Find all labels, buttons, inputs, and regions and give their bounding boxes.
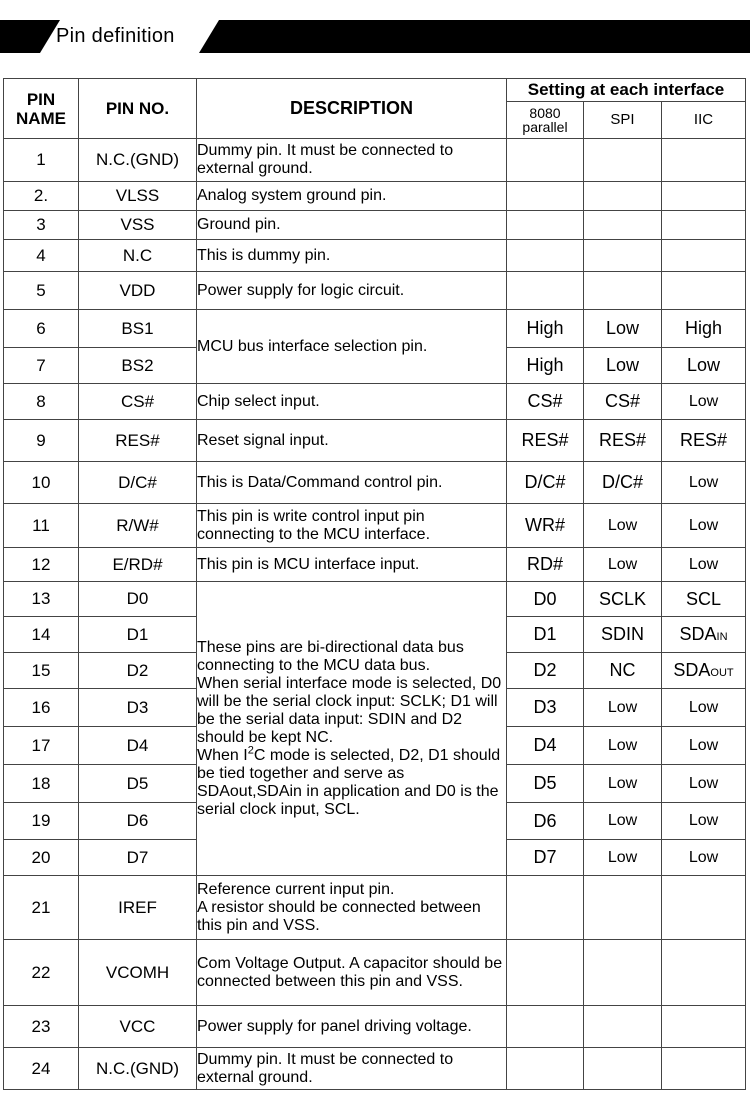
cell-spi: [584, 1006, 662, 1048]
cell-pin-name: 10: [4, 462, 79, 504]
cell-pin-no: IREF: [79, 876, 197, 940]
cell-iic: [662, 940, 746, 1006]
cell-description: Dummy pin. It must be connected to external ground.: [197, 1048, 507, 1090]
cell-pin-no: VCOMH: [79, 940, 197, 1006]
cell-pin-no: VDD: [79, 272, 197, 310]
cell-description: Com Voltage Output. A capacitor should be connected between this pin and VSS.: [197, 940, 507, 1006]
table-row: [4, 548, 746, 582]
cell-description-data-bus: These pins are bi-directional data bus connecting to the MCU data bus. When serial interface mode is selected, D0 will be the serial clock input: SCLK; D1 will be the serial data input: SDIN and D2 should be kept NC. When $I^2C$ mode is selected, D2, D1 should be tied together and serve as SDAout,SDAin in application and D0 is the serial clock input, SCL.: [197, 582, 507, 876]
cell-pin-no: R/W#: [79, 504, 197, 548]
cell-pin-name: 16: [4, 689, 79, 727]
table-row: [4, 1006, 746, 1048]
cell-iic: Low: [662, 504, 746, 548]
cell-8080: D1: [507, 617, 584, 653]
cell-pin-no: CS#: [79, 384, 197, 420]
table-row: [4, 1048, 746, 1090]
header-pin-name: PIN NAME: [4, 79, 79, 139]
cell-description: Power supply for panel driving voltage.: [197, 1006, 507, 1048]
cell-pin-name: 1: [4, 139, 79, 182]
table-row: [4, 240, 746, 272]
cell-spi: Low: [584, 689, 662, 727]
cell-description: Reference current input pin. A resistor should be connected between this pin and VSS.: [197, 876, 507, 940]
cell-iic: [662, 272, 746, 310]
table-row: [4, 310, 746, 348]
cell-iic: RES#: [662, 420, 746, 462]
cell-pin-name: 24: [4, 1048, 79, 1090]
cell-8080: D/C#: [507, 462, 584, 504]
cell-pin-no: N.C.(GND): [79, 139, 197, 182]
table-row: [4, 876, 746, 940]
cell-pin-name: 17: [4, 727, 79, 765]
cell-pin-no: D4: [79, 727, 197, 765]
cell-pin-no: D2: [79, 653, 197, 689]
cell-spi: [584, 211, 662, 240]
cell-spi: [584, 139, 662, 182]
cell-pin-no: D7: [79, 840, 197, 876]
cell-pin-no: D6: [79, 803, 197, 840]
cell-description: Analog system ground pin.: [197, 182, 507, 211]
cell-pin-name: 6: [4, 310, 79, 348]
cell-8080: D0: [507, 582, 584, 617]
cell-description: MCU bus interface selection pin.: [197, 310, 507, 384]
header-description: DESCRIPTION: [197, 79, 507, 139]
cell-spi: [584, 1048, 662, 1090]
cell-pin-no: E/RD#: [79, 548, 197, 582]
cell-spi: [584, 940, 662, 1006]
header-iic: IIC: [662, 102, 746, 139]
table-row: [4, 462, 746, 504]
cell-iic: Low: [662, 840, 746, 876]
cell-pin-name: 20: [4, 840, 79, 876]
cell-pin-no: VLSS: [79, 182, 197, 211]
cell-8080: D3: [507, 689, 584, 727]
cell-iic: [662, 1006, 746, 1048]
cell-pin-name: 9: [4, 420, 79, 462]
cell-pin-no: D0: [79, 582, 197, 617]
cell-8080: CS#: [507, 384, 584, 420]
section-title: Pin definition: [56, 25, 175, 47]
cell-iic: SDAOUT: [662, 653, 746, 689]
header-setting: Setting at each interface: [507, 79, 746, 102]
cell-8080: [507, 211, 584, 240]
cell-spi: NC: [584, 653, 662, 689]
cell-8080: [507, 139, 584, 182]
cell-pin-name: 22: [4, 940, 79, 1006]
cell-spi: [584, 876, 662, 940]
cell-pin-name: 11: [4, 504, 79, 548]
cell-pin-name: 19: [4, 803, 79, 840]
cell-spi: Low: [584, 803, 662, 840]
cell-spi: SDIN: [584, 617, 662, 653]
cell-pin-name: 15: [4, 653, 79, 689]
cell-8080: [507, 240, 584, 272]
cell-8080: [507, 1048, 584, 1090]
cell-8080: RES#: [507, 420, 584, 462]
cell-spi: [584, 240, 662, 272]
cell-pin-no: D/C#: [79, 462, 197, 504]
cell-8080: High: [507, 348, 584, 384]
cell-pin-name: 2.: [4, 182, 79, 211]
cell-iic: Low: [662, 765, 746, 803]
cell-spi: Low: [584, 310, 662, 348]
cell-description: Dummy pin. It must be connected to external ground.: [197, 139, 507, 182]
cell-iic: Low: [662, 384, 746, 420]
cell-description: This pin is write control input pin connecting to the MCU interface.: [197, 504, 507, 548]
cell-pin-name: 5: [4, 272, 79, 310]
cell-pin-name: 7: [4, 348, 79, 384]
section-banner: [0, 20, 750, 53]
table-row: [4, 940, 746, 1006]
table-row: [4, 384, 746, 420]
cell-description: Power supply for logic circuit.: [197, 272, 507, 310]
cell-8080: D7: [507, 840, 584, 876]
table-row: [4, 420, 746, 462]
cell-pin-no: RES#: [79, 420, 197, 462]
cell-8080: WR#: [507, 504, 584, 548]
cell-pin-name: 14: [4, 617, 79, 653]
table-row: [4, 139, 746, 182]
cell-spi: Low: [584, 548, 662, 582]
cell-description: This pin is MCU interface input.: [197, 548, 507, 582]
table-row: [4, 272, 746, 310]
cell-iic: SDAIN: [662, 617, 746, 653]
cell-spi: Low: [584, 765, 662, 803]
cell-8080: [507, 1006, 584, 1048]
cell-8080: D4: [507, 727, 584, 765]
cell-8080: RD#: [507, 548, 584, 582]
cell-8080: [507, 272, 584, 310]
table-row: [4, 182, 746, 211]
cell-pin-name: 12: [4, 548, 79, 582]
table-row: [4, 504, 746, 548]
cell-iic: High: [662, 310, 746, 348]
cell-8080: [507, 940, 584, 1006]
cell-spi: D/C#: [584, 462, 662, 504]
header-pin-no: PIN NO.: [79, 79, 197, 139]
cell-description: Chip select input.: [197, 384, 507, 420]
cell-iic: Low: [662, 548, 746, 582]
cell-pin-no: D5: [79, 765, 197, 803]
cell-pin-name: 3: [4, 211, 79, 240]
cell-iic: Low: [662, 727, 746, 765]
cell-spi: CS#: [584, 384, 662, 420]
cell-iic: [662, 182, 746, 211]
cell-pin-no: N.C: [79, 240, 197, 272]
cell-pin-no: BS2: [79, 348, 197, 384]
cell-iic: Low: [662, 462, 746, 504]
cell-spi: Low: [584, 840, 662, 876]
cell-pin-name: 21: [4, 876, 79, 940]
cell-pin-name: 23: [4, 1006, 79, 1048]
cell-description: Reset signal input.: [197, 420, 507, 462]
cell-iic: [662, 876, 746, 940]
cell-pin-name: 8: [4, 384, 79, 420]
cell-pin-no: BS1: [79, 310, 197, 348]
cell-pin-no: VCC: [79, 1006, 197, 1048]
header-spi: SPI: [584, 102, 662, 139]
cell-spi: Low: [584, 727, 662, 765]
cell-pin-no: D1: [79, 617, 197, 653]
cell-8080: D2: [507, 653, 584, 689]
cell-description: This is dummy pin.: [197, 240, 507, 272]
cell-iic: [662, 211, 746, 240]
table-row: [4, 211, 746, 240]
cell-spi: [584, 272, 662, 310]
cell-iic: SCL: [662, 582, 746, 617]
cell-8080: High: [507, 310, 584, 348]
cell-iic: Low: [662, 689, 746, 727]
cell-description: Ground pin.: [197, 211, 507, 240]
cell-description: This is Data/Command control pin.: [197, 462, 507, 504]
cell-iic: [662, 240, 746, 272]
cell-8080: [507, 876, 584, 940]
pin-definition-table: [3, 78, 746, 1090]
cell-pin-no: VSS: [79, 211, 197, 240]
cell-pin-no: N.C.(GND): [79, 1048, 197, 1090]
cell-iic: [662, 1048, 746, 1090]
cell-pin-name: 18: [4, 765, 79, 803]
cell-spi: [584, 182, 662, 211]
cell-iic: Low: [662, 348, 746, 384]
cell-pin-name: 4: [4, 240, 79, 272]
cell-iic: Low: [662, 803, 746, 840]
header-8080-parallel: 8080 parallel: [507, 102, 584, 139]
cell-8080: D5: [507, 765, 584, 803]
cell-spi: Low: [584, 504, 662, 548]
cell-8080: [507, 182, 584, 211]
table-row: [4, 582, 746, 617]
cell-pin-name: 13: [4, 582, 79, 617]
cell-iic: [662, 139, 746, 182]
cell-spi: RES#: [584, 420, 662, 462]
cell-spi: Low: [584, 348, 662, 384]
cell-8080: D6: [507, 803, 584, 840]
cell-pin-no: D3: [79, 689, 197, 727]
cell-spi: SCLK: [584, 582, 662, 617]
